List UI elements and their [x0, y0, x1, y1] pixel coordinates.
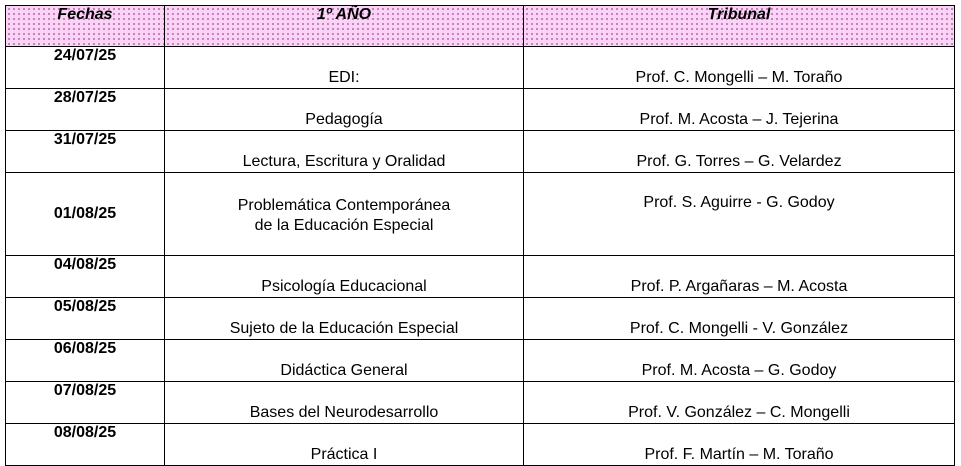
table-row — [6, 131, 955, 173]
header-fechas: Fechas — [6, 6, 165, 47]
table-row — [6, 298, 955, 340]
tribunal-cell: Prof. G. Torres – G. Velardez — [524, 131, 955, 173]
table-row — [6, 340, 955, 382]
date-cell: 04/08/25 — [6, 256, 165, 298]
tribunal-cell: Prof. P. Argañaras – M. Acosta — [524, 256, 955, 298]
tribunal-cell: Prof. M. Acosta – G. Godoy — [524, 340, 955, 382]
subject-cell: Pedagogía — [165, 89, 524, 131]
table-row — [6, 47, 955, 89]
subject-cell: Psicología Educacional — [165, 256, 524, 298]
date-cell: 06/08/25 — [6, 340, 165, 382]
header-tribunal: Tribunal — [524, 6, 955, 47]
table-row — [6, 89, 955, 131]
exam-schedule-table — [5, 5, 955, 466]
subject-cell — [165, 173, 524, 256]
header-row — [6, 6, 955, 47]
tribunal-cell: Prof. S. Aguirre - G. Godoy — [524, 173, 955, 256]
date-cell: 28/07/25 — [6, 89, 165, 131]
subject-cell: Lectura, Escritura y Oralidad — [165, 131, 524, 173]
subject-line: de la Educación Especial — [254, 217, 434, 234]
table-row — [6, 424, 955, 466]
header-anio: 1º AÑO — [165, 6, 524, 47]
subject-cell: Práctica I — [165, 424, 524, 466]
date-cell: 07/08/25 — [6, 382, 165, 424]
subject-cell: Bases del Neurodesarrollo — [165, 382, 524, 424]
tribunal-cell: Prof. V. González – C. Mongelli — [524, 382, 955, 424]
subject-line: Problemática Contemporánea — [237, 197, 451, 214]
date-cell: 05/08/25 — [6, 298, 165, 340]
tribunal-cell: Prof. C. Mongelli – M. Toraño — [524, 47, 955, 89]
table-row — [6, 382, 955, 424]
date-cell: 08/08/25 — [6, 424, 165, 466]
date-cell: 24/07/25 — [6, 47, 165, 89]
tribunal-cell: Prof. C. Mongelli - V. González — [524, 298, 955, 340]
tribunal-cell: Prof. M. Acosta – J. Tejerina — [524, 89, 955, 131]
subject-cell: EDI: — [165, 47, 524, 89]
table-row — [6, 256, 955, 298]
table-row — [6, 173, 955, 256]
subject-cell: Didáctica General — [165, 340, 524, 382]
subject-cell: Sujeto de la Educación Especial — [165, 298, 524, 340]
date-cell: 01/08/25 — [6, 173, 165, 256]
tribunal-cell: Prof. F. Martín – M. Toraño — [524, 424, 955, 466]
date-cell: 31/07/25 — [6, 131, 165, 173]
